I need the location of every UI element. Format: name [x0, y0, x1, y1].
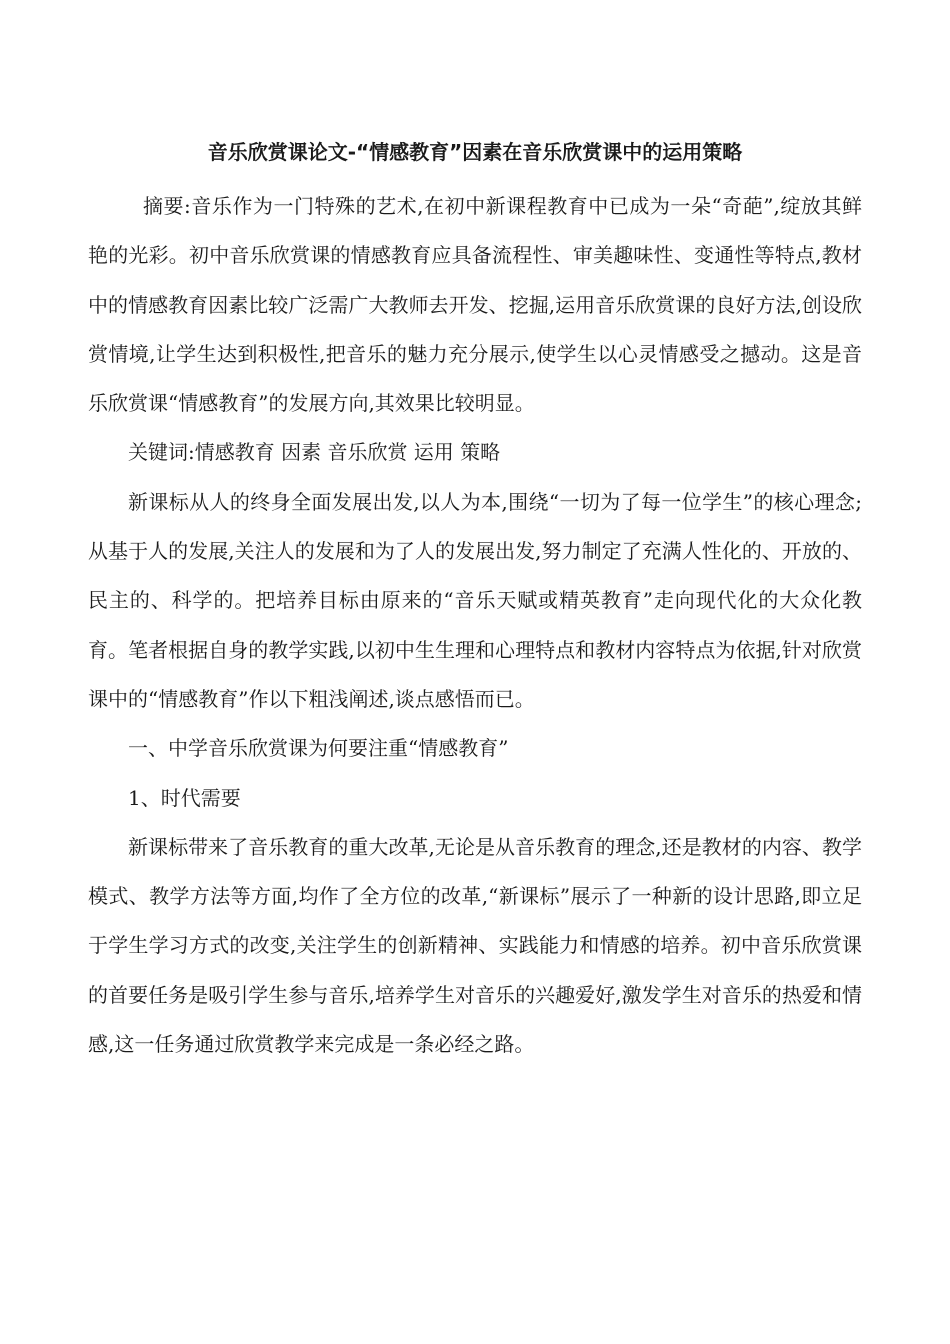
body-paragraph: 新课标带来了音乐教育的重大改革,无论是从音乐教育的理念,还是教材的内容、教学模式、教学方法等方面,均作了全方位的改革,“新课标”展示了一种新的设计思路,即立足于学生学习方式的改变,关注学生的创新精神、实践能力和情感的培养。初中音乐欣赏课的首要任务是吸引学生参与音乐,培养学生对音乐的兴趣爱好,激发学生对音乐的热爱和情感,这一任务通过欣赏教学来完成是一条必经之路。 [88, 834, 862, 1057]
document-body [88, 182, 862, 1069]
keywords-paragraph: 关键词:情感教育 因素 音乐欣赏 运用 策略 [128, 440, 501, 465]
intro-paragraph: 新课标从人的终身全面发展出发,以人为本,围绕“一切为了每一位学生”的核心理念;从基于人的发展,关注人的发展和为了人的发展出发,努力制定了充满人性化的、开放的、民主的、科学的。把培养目标由原来的“音乐天赋或精英教育”走向现代化的大众化教育。笔者根据自身的教学实践,以初中生生理和心理特点和教材内容特点为依据,针对欣赏课中的“情感教育”作以下粗浅阐述,谈点感悟而已。 [88, 489, 862, 711]
abstract-paragraph: 摘要:音乐作为一门特殊的艺术,在初中新课程教育中已成为一朵“奇葩”,绽放其鲜艳的光彩。初中音乐欣赏课的情感教育应具备流程性、审美趣味性、变通性等特点,教材中的情感教育因素比较广泛需广大教师去开发、挖掘,运用音乐欣赏课的良好方法,创设欣赏情境,让学生达到积极性,把音乐的魅力充分展示,使学生以心灵情感受之撼动。这是音乐欣赏课“情感教育”的发展方向,其效果比较明显。 [88, 194, 862, 416]
section-heading: 一、中学音乐欣赏课为何要注重“情感教育” [128, 736, 509, 761]
document-title: 音乐欣赏课论文-“情感教育”因素在音乐欣赏课中的运用策略 [207, 140, 743, 164]
subsection-heading: 1、时代需要 [128, 785, 241, 810]
